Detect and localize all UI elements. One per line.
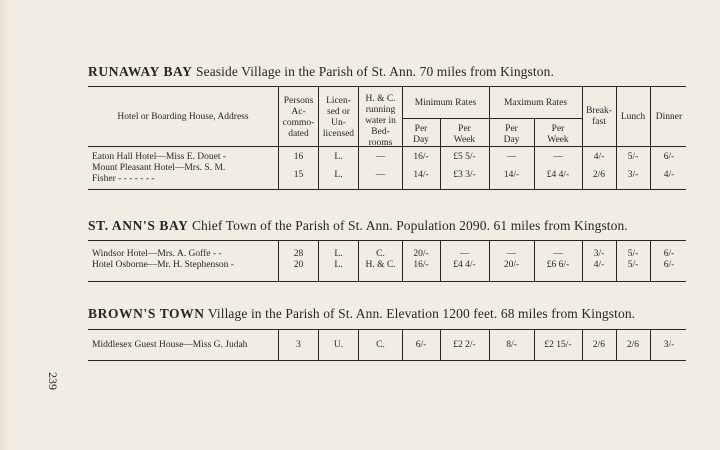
section-title-browns-town <box>88 306 635 322</box>
section-title-st-anns-bay <box>88 218 628 234</box>
header-dinner: Dinner <box>655 112 683 122</box>
hotel-name: Mount Pleasant Hotel—Mrs. S. M. <box>92 163 226 173</box>
place-description: Seaside Village in the Parish of St. Ann. 70 miles from Kingston. <box>196 64 554 79</box>
place-name: RUNAWAY BAY <box>88 64 193 79</box>
table-bottom-rule <box>88 360 686 361</box>
place-name: BROWN'S TOWN <box>88 306 205 321</box>
place-description: Village in the Parish of St. Ann. Elevation 1200 feet. 68 miles from Kingston. <box>207 306 636 321</box>
header-licensed: Licen- sed or Un- licensed <box>322 96 355 139</box>
header-max-per-week: Per Week <box>547 124 569 145</box>
header-max-rates: Maximum Rates <box>503 98 568 108</box>
header-lunch: Lunch <box>620 112 646 122</box>
header-bottom-rule <box>88 146 686 147</box>
table-bottom-rule <box>88 281 686 282</box>
header-hotel: Hotel or Boarding House, Address <box>117 112 249 122</box>
hotel-name: Middlesex Guest House—Miss G. Judah <box>92 340 248 350</box>
page-number: 239 <box>46 372 60 390</box>
table-top-rule <box>88 86 686 87</box>
hotel-name: Windsor Hotel—Mrs. A. Goffe - - <box>92 249 222 259</box>
header-min-per-week: Per Week <box>453 124 476 145</box>
header-max-per-day: Per Day <box>503 124 520 145</box>
rates-subheader-rule <box>402 118 582 119</box>
header-persons: Persons Ac- commo- dated <box>282 96 315 139</box>
hotel-name: Hotel Osborne—Mr. H. Stephenson - <box>92 260 234 270</box>
section-title-runaway-bay <box>88 64 554 80</box>
table-top-rule <box>88 240 686 241</box>
header-min-per-day: Per Day <box>413 124 429 145</box>
place-description: Chief Town of the Parish of St. Ann. Population 2090. 61 miles from Kingston. <box>191 218 628 233</box>
header-breakfast: Break- fast <box>586 106 612 127</box>
page-edge-shadow <box>0 0 10 450</box>
place-name: ST. ANN'S BAY <box>88 218 189 233</box>
table-top-rule <box>88 329 686 330</box>
table-bottom-rule <box>88 189 686 190</box>
hotel-name-cont: Fisher - - - - - - - <box>92 174 155 184</box>
header-min-rates: Minimum Rates <box>414 98 477 108</box>
header-hc-water: H. & C. running water in Bed- rooms <box>365 94 396 148</box>
hotel-name: Eaton Hall Hotel—Miss E. Douet - <box>92 152 227 162</box>
